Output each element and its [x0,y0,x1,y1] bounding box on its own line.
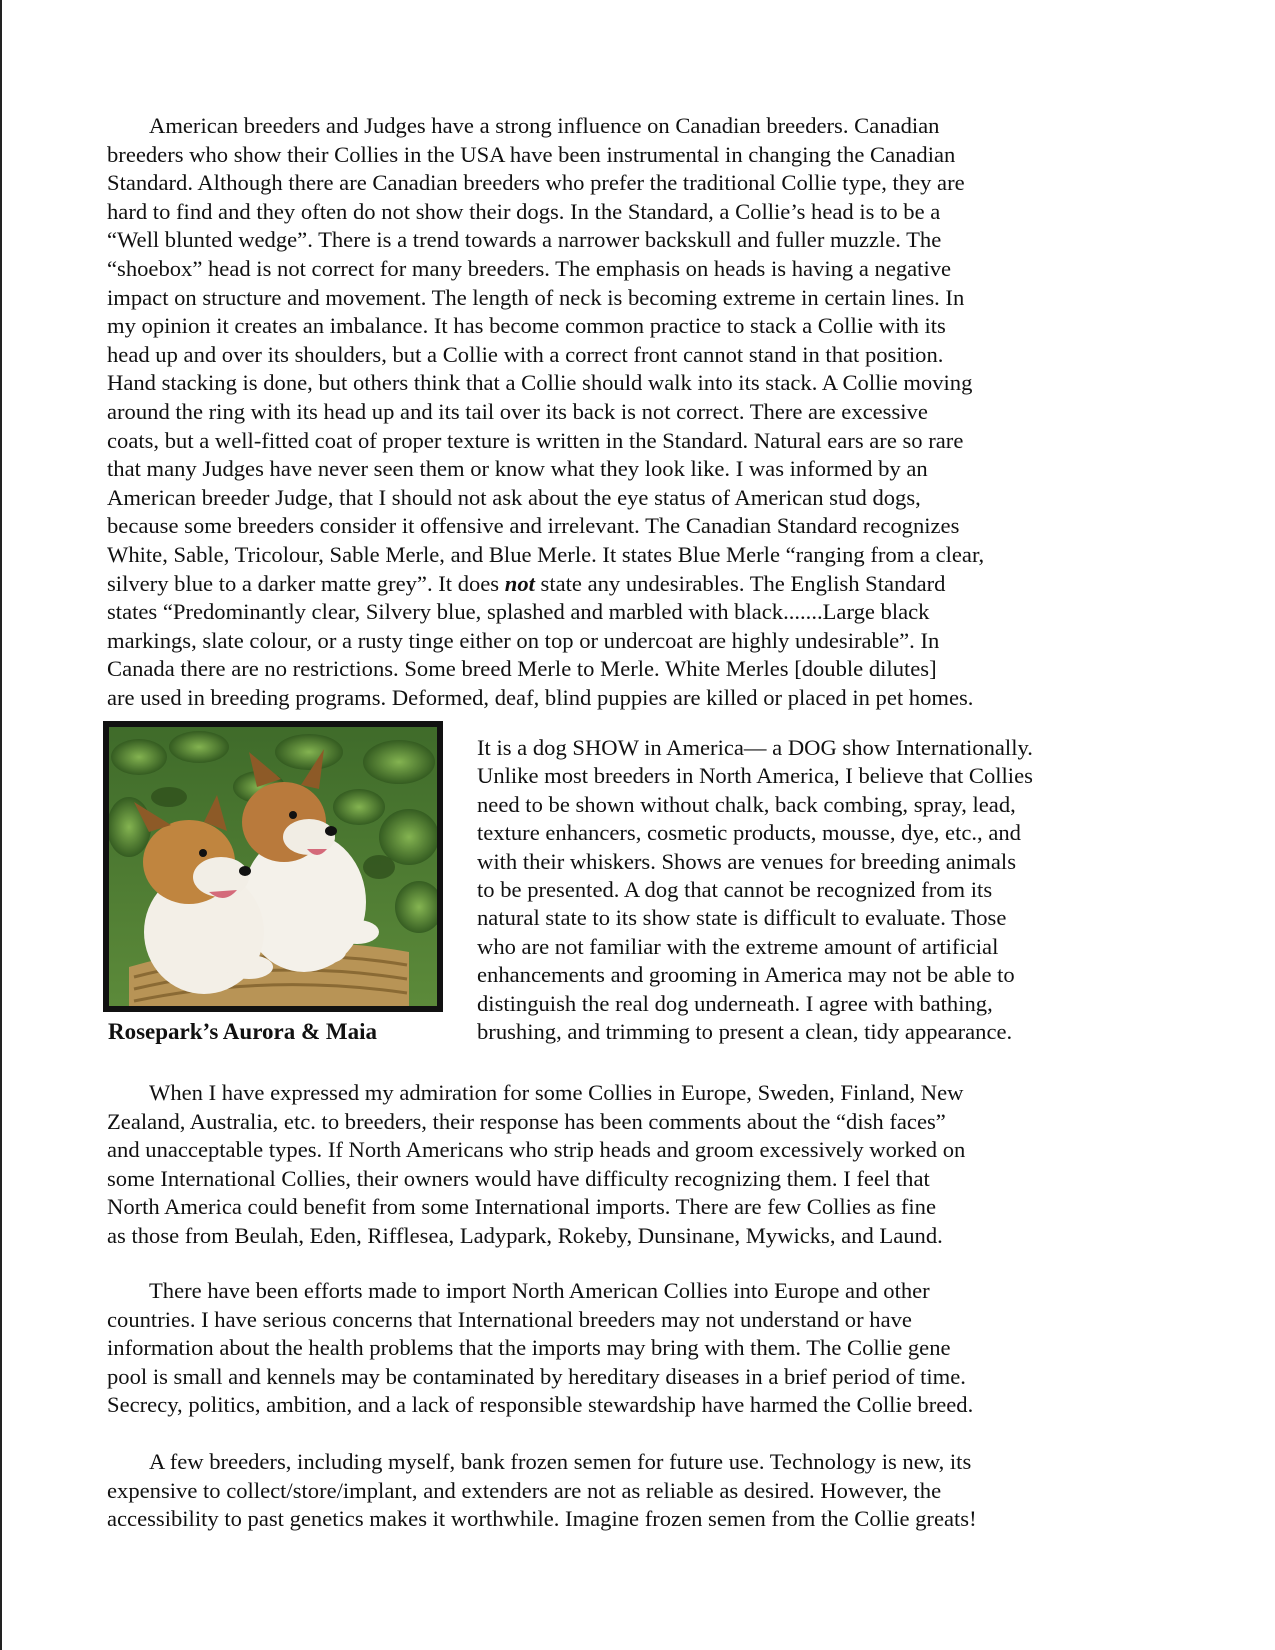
paragraph-dog-show: It is a dog SHOW in America— a DOG show Internationally. Unlike most breeders in North America, I believe that Collies need to be shown without chalk, back combing, spray, lead, texture enhancers, cosmetic products, mousse, dye, etc., and with their whiskers. Shows are venues for breeding animals to be presented. A dog that cannot be recognized from its natural state to its show state is difficult to evaluate. Those who are not familiar with the extreme amount of artificial enhancements and grooming in America may not be able to distinguish the real dog underneath. I agree with bathing, brushing, and trimming to present a clean, tidy appearance. [477,735,1033,1045]
emphasis-not: not [504,570,535,596]
photo-caption: Rosepark’s Aurora & Maia [108,1019,377,1044]
paragraph-imports-concerns: There have been efforts made to import North American Collies into Europe and other countries. I have serious concerns that International breeders may not understand or have information about the health problems that the imports may bring with them. The Collie gene pool is small and kennels may be contaminated by hereditary diseases in a brief period of time. Secrecy, politics, ambition, and a lack of responsible stewardship have harmed the Collie breed. [107,1278,974,1418]
paragraph-frozen-semen: A few breeders, including myself, bank frozen semen for future use. Technology is new, its expensive to collect/store/implant, and extenders are not as reliable as desired. However, the accessibility to past genetics makes it worthwhile. Imagine frozen semen from the Collie greats! [107,1449,977,1532]
paragraph-text: state any undesirables. The English Standard states “Predominantly clear, Silvery blue, splashed and marbled with black.......Large black markings, slate colour, or a rusty tinge either on top or undercoat are highly undesirable”. In Canada there are no restrictions. Some breed Merle to Merle. White Merles [double dilutes] are used in breeding programs. Deformed, deaf, blind puppies are killed or placed in pet homes. [107,570,974,710]
paragraph-canadian-standard [107,112,1187,712]
puppies-photo-frame [103,721,443,1012]
paragraph-international-collies: When I have expressed my admiration for some Collies in Europe, Sweden, Finland, New Zealand, Australia, etc. to breeders, their response has been comments about the “dish faces” and unacceptable types. If North Americans who strip heads and groom excessively worked on some International Collies, their owners would have difficulty recognizing them. I feel that North America could benefit from some International imports. There are few Collies as fine as those from Beulah, Eden, Rifflesea, Ladypark, Rokeby, Dunsinane, Mywicks, and Laund. [107,1080,966,1248]
collie-puppies-image [109,727,437,1006]
paragraph-text: American breeders and Judges have a strong influence on Canadian breeders. Canadian breeders who show their Collies in the USA have been instrumental in changing the Canadian Standard. Although there are Canadian breeders who prefer the traditional Collie type, they are hard to find and they often do not show their dogs. In the Standard, a Collie’s head is to be a “Well blunted wedge”. There is a trend towards a narrower backskull and fuller muzzle. The “shoebox” head is not correct for many breeders. The emphasis on heads is having a negative impact on structure and movement. The length of neck is becoming extreme in certain lines. In my opinion it creates an imbalance. It has become common practice to stack a Collie with its head up and over its shoulders, but a Collie with a correct front cannot stand in that position. Hand stacking is done, but others think that a Collie should walk into its stack. A Collie moving around the ring with its head up and its tail over its back is not correct. There are excessive coats, but a well-fitted coat of proper texture is written in the Standard. Natural ears are so rare that many Judges have never seen them or know what they look like. I was informed by an American breeder Judge, that I should not ask about the eye status of American stud dogs, because some breeders consider it offensive and irrelevant. The Canadian Standard recognizes White, Sable, Tricolour, Sable Merle, and Blue Merle. It states Blue Merle “ranging from a clear, silvery blue to a darker matte grey”. It does [107,113,985,596]
puppies-photo [109,727,437,1006]
